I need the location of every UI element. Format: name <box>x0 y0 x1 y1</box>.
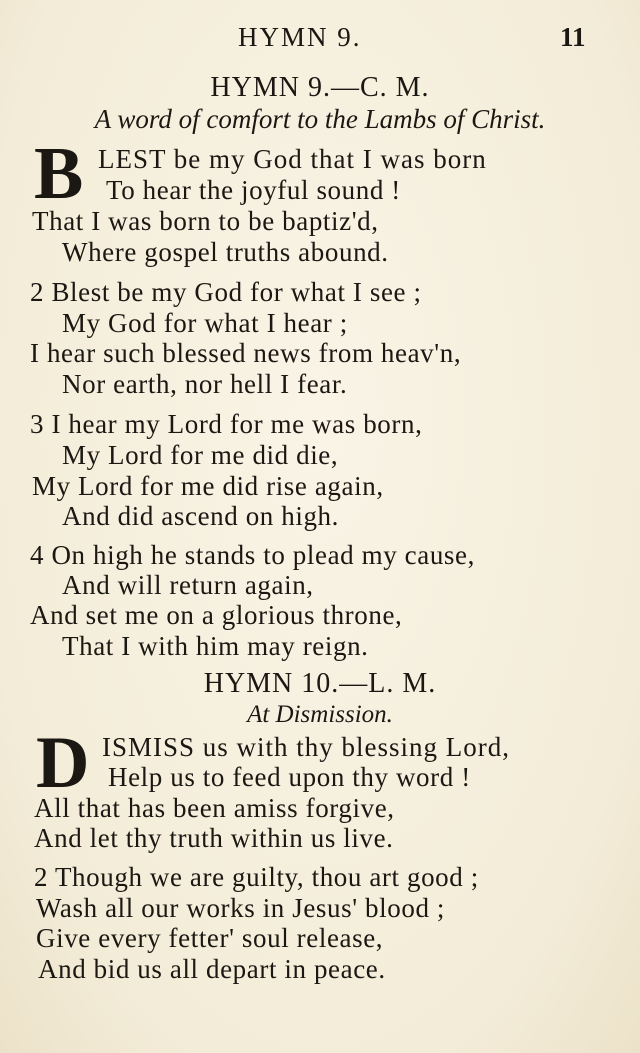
hymn-10-first-line: ISMISS us with thy blessing Lord, <box>102 732 511 762</box>
hymn-9-line: That I with him may reign. <box>62 631 369 661</box>
hymn-9-drop-cap: B <box>34 133 84 215</box>
hymn-10-line: And bid us all depart in peace. <box>38 954 386 984</box>
hymn-10-line: Wash all our works in Jesus' blood ; <box>36 893 446 923</box>
hymn-9-line: My Lord for me did rise again, <box>32 471 384 501</box>
hymn-10-line: And let thy truth within us live. <box>34 823 394 853</box>
hymn-9-subtitle: A word of comfort to the Lambs of Christ. <box>94 104 546 134</box>
hymn-9-line: My God for what I hear ; <box>62 308 348 338</box>
hymn-9-line: I hear such blessed news from heav'n, <box>30 338 462 368</box>
hymn-10-line: Give every fetter' soul release, <box>36 923 384 953</box>
hymn-9-line: Where gospel truths abound. <box>62 237 389 267</box>
running-title: HYMN 9. <box>238 22 362 52</box>
hymn-9-line: 3 I hear my Lord for me was born, <box>30 409 423 439</box>
hymn-9-line: To hear the joyful sound ! <box>106 175 401 205</box>
hymn-9-line: That I was born to be baptiz'd, <box>32 206 379 236</box>
hymn-10-subtitle: At Dismission. <box>247 701 393 728</box>
hymn-10-line: All that has been amiss forgive, <box>34 793 395 823</box>
hymn-10-heading: HYMN 10.—L. M. <box>203 668 437 699</box>
hymn-9-line: My Lord for me did die, <box>62 440 339 470</box>
hymn-9-line: And did ascend on high. <box>62 501 340 531</box>
hymn-9-first-line: LEST be my God that I was born <box>98 144 487 174</box>
hymn-9-line: 2 Blest be my God for what I see ; <box>30 277 422 307</box>
hymn-9-line: And will return again, <box>62 570 314 600</box>
hymn-9-line: And set me on a glorious throne, <box>30 600 403 630</box>
hymn-9-line: 4 On high he stands to plead my cause, <box>30 540 475 570</box>
hymn-9-line: Nor earth, nor hell I fear. <box>62 369 348 399</box>
hymn-9-heading: HYMN 9.—C. M. <box>210 72 430 103</box>
hymn-10-drop-cap: D <box>36 722 90 804</box>
hymn-10-line: 2 Though we are guilty, thou art good ; <box>34 862 479 892</box>
page-number: 11 <box>560 22 586 52</box>
running-head <box>0 22 640 58</box>
hymn-10-line: Help us to feed upon thy word ! <box>108 762 471 792</box>
